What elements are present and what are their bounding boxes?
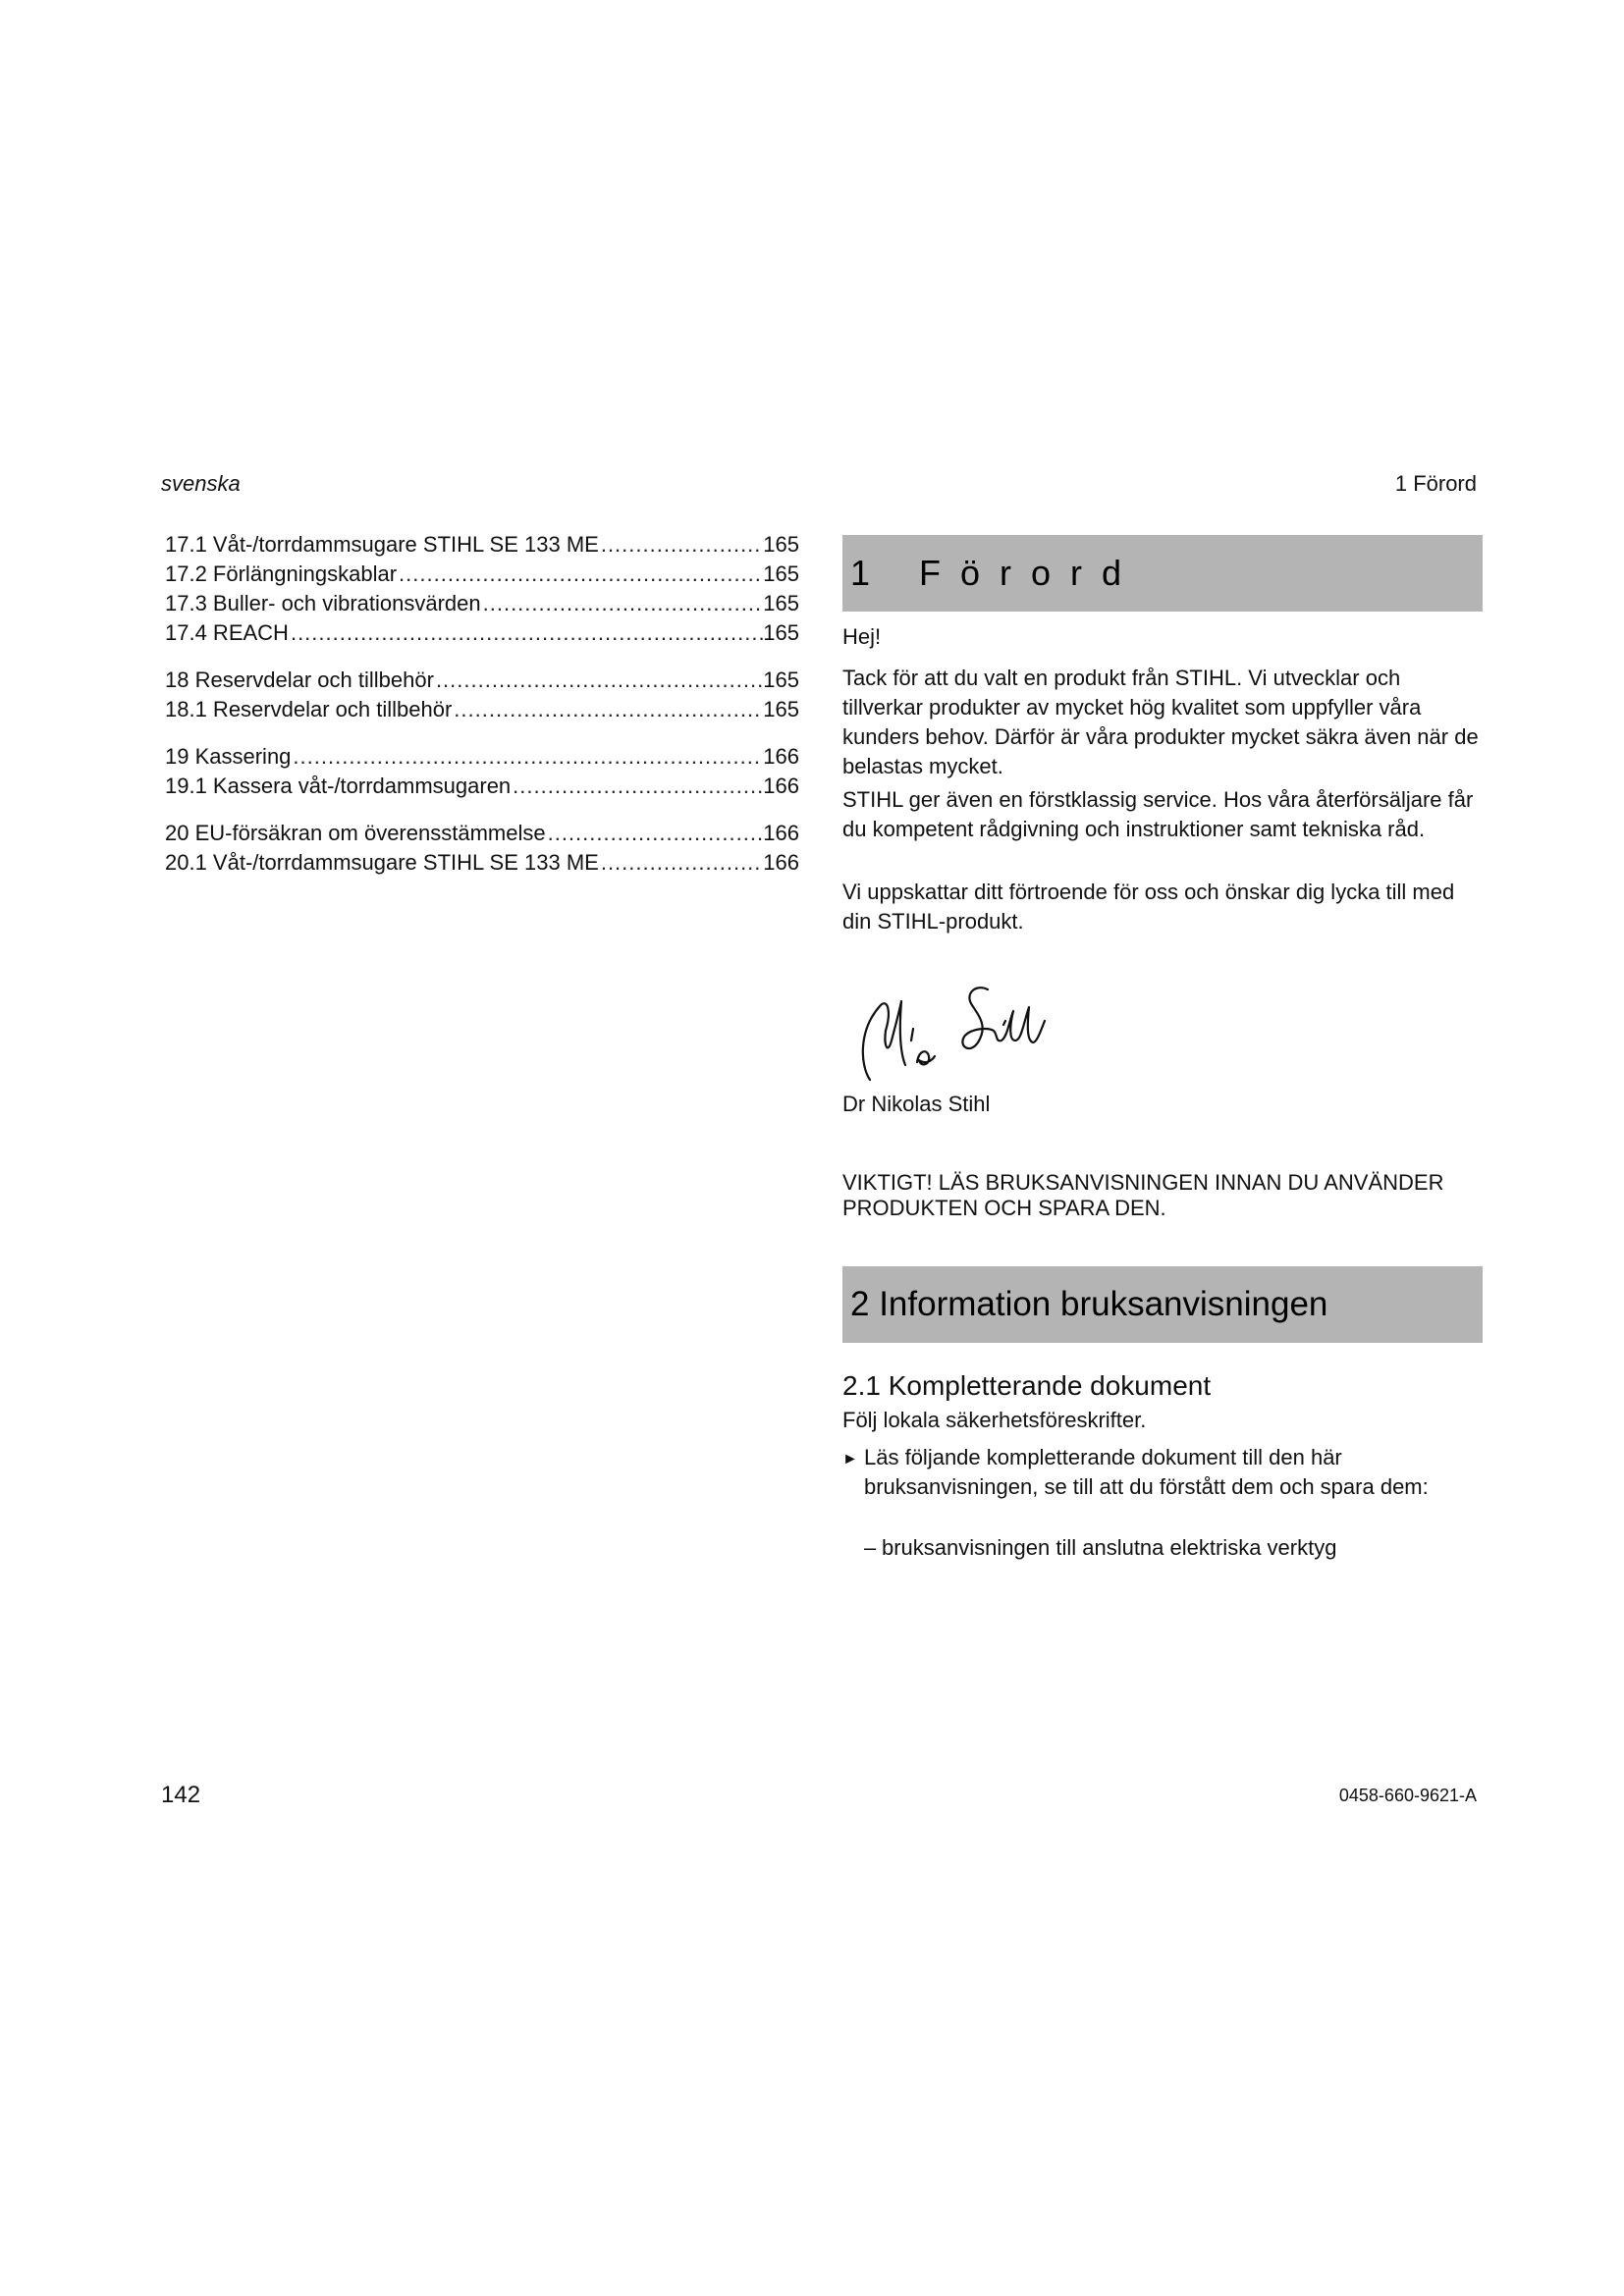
toc-entry-page: 166 bbox=[763, 850, 799, 875]
toc-group bbox=[165, 666, 799, 724]
toc-entry-label: 17.4 REACH bbox=[165, 620, 289, 645]
toc-group bbox=[165, 819, 799, 878]
toc-entry[interactable] bbox=[165, 530, 799, 560]
section-2-heading: 2 Information bruksanvisningen bbox=[842, 1266, 1483, 1343]
toc-entry[interactable] bbox=[165, 848, 799, 878]
toc-entry-page: 166 bbox=[763, 774, 799, 798]
intro-paragraph-3: Vi uppskattar ditt förtroende för oss och önskar dig lycka till med din STIHL-produkt. bbox=[842, 880, 1455, 934]
toc-leader-dots bbox=[481, 589, 764, 618]
toc-entry-label: 17.1 Våt-/torrdammsugare STIHL SE 133 ME bbox=[165, 532, 599, 557]
toc-entry-label: 20.1 Våt-/torrdammsugare STIHL SE 133 ME bbox=[165, 850, 599, 875]
toc-leader-dots bbox=[291, 742, 763, 772]
page-number: 142 bbox=[161, 1782, 201, 1808]
signature-image bbox=[840, 972, 1066, 1090]
toc-entry-page: 165 bbox=[763, 532, 799, 557]
toc-leader-dots bbox=[546, 819, 764, 848]
instruction-bullet bbox=[842, 1443, 1483, 1502]
toc-entry-label: 20 EU-försäkran om överensstämmelse bbox=[165, 821, 546, 845]
toc-entry[interactable] bbox=[165, 560, 799, 589]
toc-leader-dots bbox=[599, 530, 763, 560]
language-label: svenska bbox=[161, 471, 241, 496]
toc-leader-dots bbox=[452, 695, 763, 724]
toc-entry-page: 165 bbox=[763, 620, 799, 645]
toc-entry[interactable] bbox=[165, 695, 799, 724]
toc-entry-label: 19.1 Kassera våt-/torrdammsugaren bbox=[165, 774, 512, 798]
toc-group bbox=[165, 530, 799, 648]
dash-marker: – bbox=[864, 1535, 877, 1560]
section-label: 1 Förord bbox=[1394, 471, 1477, 496]
toc-leader-dots bbox=[599, 848, 763, 878]
toc-entry[interactable] bbox=[165, 742, 799, 772]
document-code: 0458-660-9621-A bbox=[1338, 1786, 1477, 1805]
toc-entry-page: 166 bbox=[763, 744, 799, 769]
intro-paragraph-2: STIHL ger även en förstklassig service. Hos våra återförsäljare får du kompetent rådgivning och instruktioner samt tekniska råd. bbox=[842, 787, 1474, 841]
dash-list-item bbox=[864, 1533, 1483, 1563]
bullet-arrow-icon: ► bbox=[842, 1451, 858, 1468]
toc-entry-label: 17.2 Förlängningskablar bbox=[165, 561, 398, 586]
toc-leader-dots bbox=[397, 560, 763, 589]
dash-item-text: bruksanvisningen till anslutna elektriska verktyg bbox=[882, 1535, 1337, 1560]
toc-leader-dots bbox=[289, 618, 763, 648]
toc-entry-label: 18.1 Reservdelar och tillbehör bbox=[165, 697, 453, 721]
toc-entry[interactable] bbox=[165, 819, 799, 848]
toc-entry-page: 166 bbox=[763, 821, 799, 845]
intro-paragraph-1: Tack för att du valt en produkt från STIHL. Vi utvecklar och tillverkar produkter av mycket hög kvalitet som uppfyller våra kunders behov. Därför är våra produkter mycket säkra även när de belastas mycket. bbox=[842, 666, 1479, 778]
toc-entry-page: 165 bbox=[763, 697, 799, 721]
toc-entry-label: 19 Kassering bbox=[165, 744, 292, 769]
toc-entry-page: 165 bbox=[763, 591, 799, 615]
toc-leader-dots bbox=[434, 666, 763, 695]
table-of-contents bbox=[165, 530, 799, 895]
toc-entry-label: 17.3 Buller- och vibrationsvärden bbox=[165, 591, 481, 615]
bullet-text: Läs följande kompletterande dokument till den här bruksanvisningen, se till att du förstått dem och spara dem: bbox=[864, 1445, 1429, 1499]
toc-leader-dots bbox=[511, 772, 763, 801]
toc-entry-page: 165 bbox=[763, 667, 799, 692]
toc-entry[interactable] bbox=[165, 666, 799, 695]
toc-entry[interactable] bbox=[165, 772, 799, 801]
subsection-2-1-heading: 2.1 Kompletterande dokument bbox=[842, 1370, 1212, 1401]
section-1-heading: 1 Förord bbox=[842, 535, 1483, 612]
important-notice: VIKTIGT! LÄS BRUKSANVISNINGEN INNAN DU ANVÄNDER PRODUKTEN OCH SPARA DEN. bbox=[842, 1170, 1444, 1220]
toc-entry[interactable] bbox=[165, 618, 799, 648]
toc-group bbox=[165, 742, 799, 801]
safety-intro: Följ lokala säkerhetsföreskrifter. bbox=[842, 1408, 1147, 1432]
signer-name: Dr Nikolas Stihl bbox=[842, 1092, 991, 1116]
toc-entry-label: 18 Reservdelar och tillbehör bbox=[165, 667, 434, 692]
toc-entry-page: 165 bbox=[763, 561, 799, 586]
greeting: Hej! bbox=[842, 624, 882, 649]
toc-entry[interactable] bbox=[165, 589, 799, 618]
